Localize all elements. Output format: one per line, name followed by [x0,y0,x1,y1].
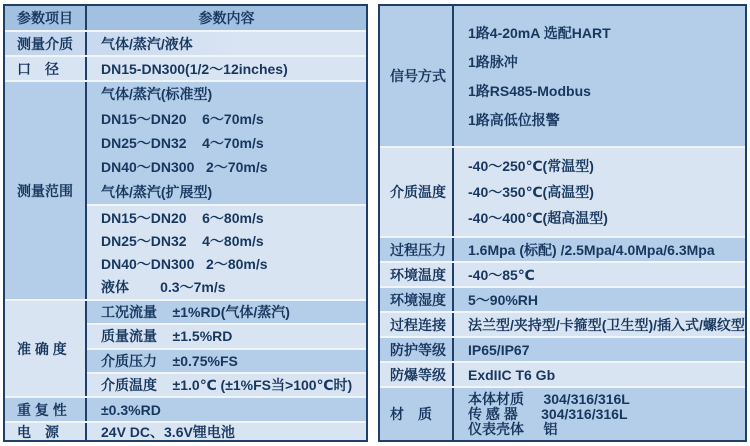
param-value-line: 工况流量 ±1%RD(气体/蒸汽) [87,301,366,323]
section-power-supply [5,421,366,440]
param-label: 过程连接 [380,313,454,336]
param-label: 环境温度 [380,263,454,286]
param-value-line: 1路脉冲 [468,53,518,70]
param-label: 防爆等级 [380,363,454,386]
param-value-line: 液体 0.3～7m/s [101,279,226,296]
measuring-range-extended-block [87,204,366,299]
param-value-line: 法兰型/夹持型/卡箍型(卫生型)/插入式/螺纹型 [468,316,745,333]
left-spec-table [3,4,368,442]
param-label: 材 质 [380,388,454,440]
param-value-line: -40～350℃(高温型) [468,184,594,200]
measuring-range-standard-block [87,82,366,204]
param-label: 信号方式 [380,6,454,146]
param-value-line: IP65/IP67 [468,341,530,358]
param-value-line: 气体/蒸汽(标准型) [101,86,213,103]
param-value-line: 24V DC、3.6V锂电池 [101,423,235,440]
param-value-line: 传 感 器 304/316/316L [468,406,628,422]
section-process-pressure [380,236,745,261]
param-value-line: DN40～DN300 2～80m/s [101,256,268,273]
section-accuracy [5,299,366,396]
param-value-line: ExdIIC T6 Gb [468,366,556,383]
param-value-line: DN15-DN300(1/2～12inches) [101,60,288,77]
param-value-line: 1路RS485-Modbus [468,82,591,99]
left-table-header-row [5,6,366,30]
section-ambient-humidity [380,286,745,311]
param-label: 测量范围 [5,82,87,299]
right-spec-table [378,4,747,442]
param-value-line: 1.6Mpa (标配) /2.5Mpa/4.0Mpa/6.3Mpa [468,241,715,258]
param-value-line: DN15～DN20 6～80m/s [101,209,264,226]
param-value-line: DN15～DN20 6～70m/s [101,110,264,127]
param-value-line: -40～400℃(超高温型) [468,210,608,226]
section-signal-type [380,6,745,146]
param-value-line: 1路4-20mA 选配HART [468,24,611,41]
param-label: 准 确 度 [5,301,87,396]
param-value-line: 气体/蒸汽(扩展型) [101,183,213,200]
header-param-item: 参数项目 [5,6,87,30]
param-value-line: 1路高低位报警 [468,111,560,128]
section-measuring-medium [5,30,366,55]
param-label: 过程压力 [380,238,454,261]
param-label: 电 源 [5,423,87,440]
section-medium-temperature [380,146,745,236]
param-value-line: 本体材质 304/316/316L [468,390,630,407]
param-label: 防护等级 [380,338,454,361]
section-material [380,386,745,440]
param-value-line: 介质压力 ±0.75%FS [87,348,366,372]
param-label: 环境湿度 [380,288,454,311]
param-value-line: 仪表壳体 铝 [468,421,558,438]
param-value-line: 气体/蒸汽/液体 [101,35,193,52]
param-value-line: -40～85℃ [468,266,535,283]
header-param-content-cell [87,6,366,30]
param-value-line: DN25～DN32 4～70m/s [101,135,264,152]
param-value-line: DN40～DN300 2～70m/s [101,159,268,176]
param-value-line: 5～90%RH [468,291,539,308]
param-value-line: -40～250℃(常温型) [468,158,594,174]
section-process-connection [380,311,745,336]
header-param-content: 参数内容 [198,10,255,26]
section-protection-rating [380,336,745,361]
param-value-line: DN25～DN32 4～80m/s [101,232,264,249]
section-repeatability [5,396,366,421]
param-label: 测量介质 [5,32,87,55]
section-ambient-temperature [380,261,745,286]
section-measuring-range [5,80,366,299]
param-value-line: ±0.3%RD [101,401,161,418]
section-diameter [5,55,366,80]
section-explosion-proof-rating [380,361,745,386]
param-value-line: 质量流量 ±1.5%RD [87,323,366,347]
param-label: 介质温度 [380,148,454,236]
param-label: 口 径 [5,57,87,80]
param-label: 重 复 性 [5,398,87,421]
param-value-line: 介质温度 ±1.0℃ (±1%FS当>100℃时) [87,372,366,396]
